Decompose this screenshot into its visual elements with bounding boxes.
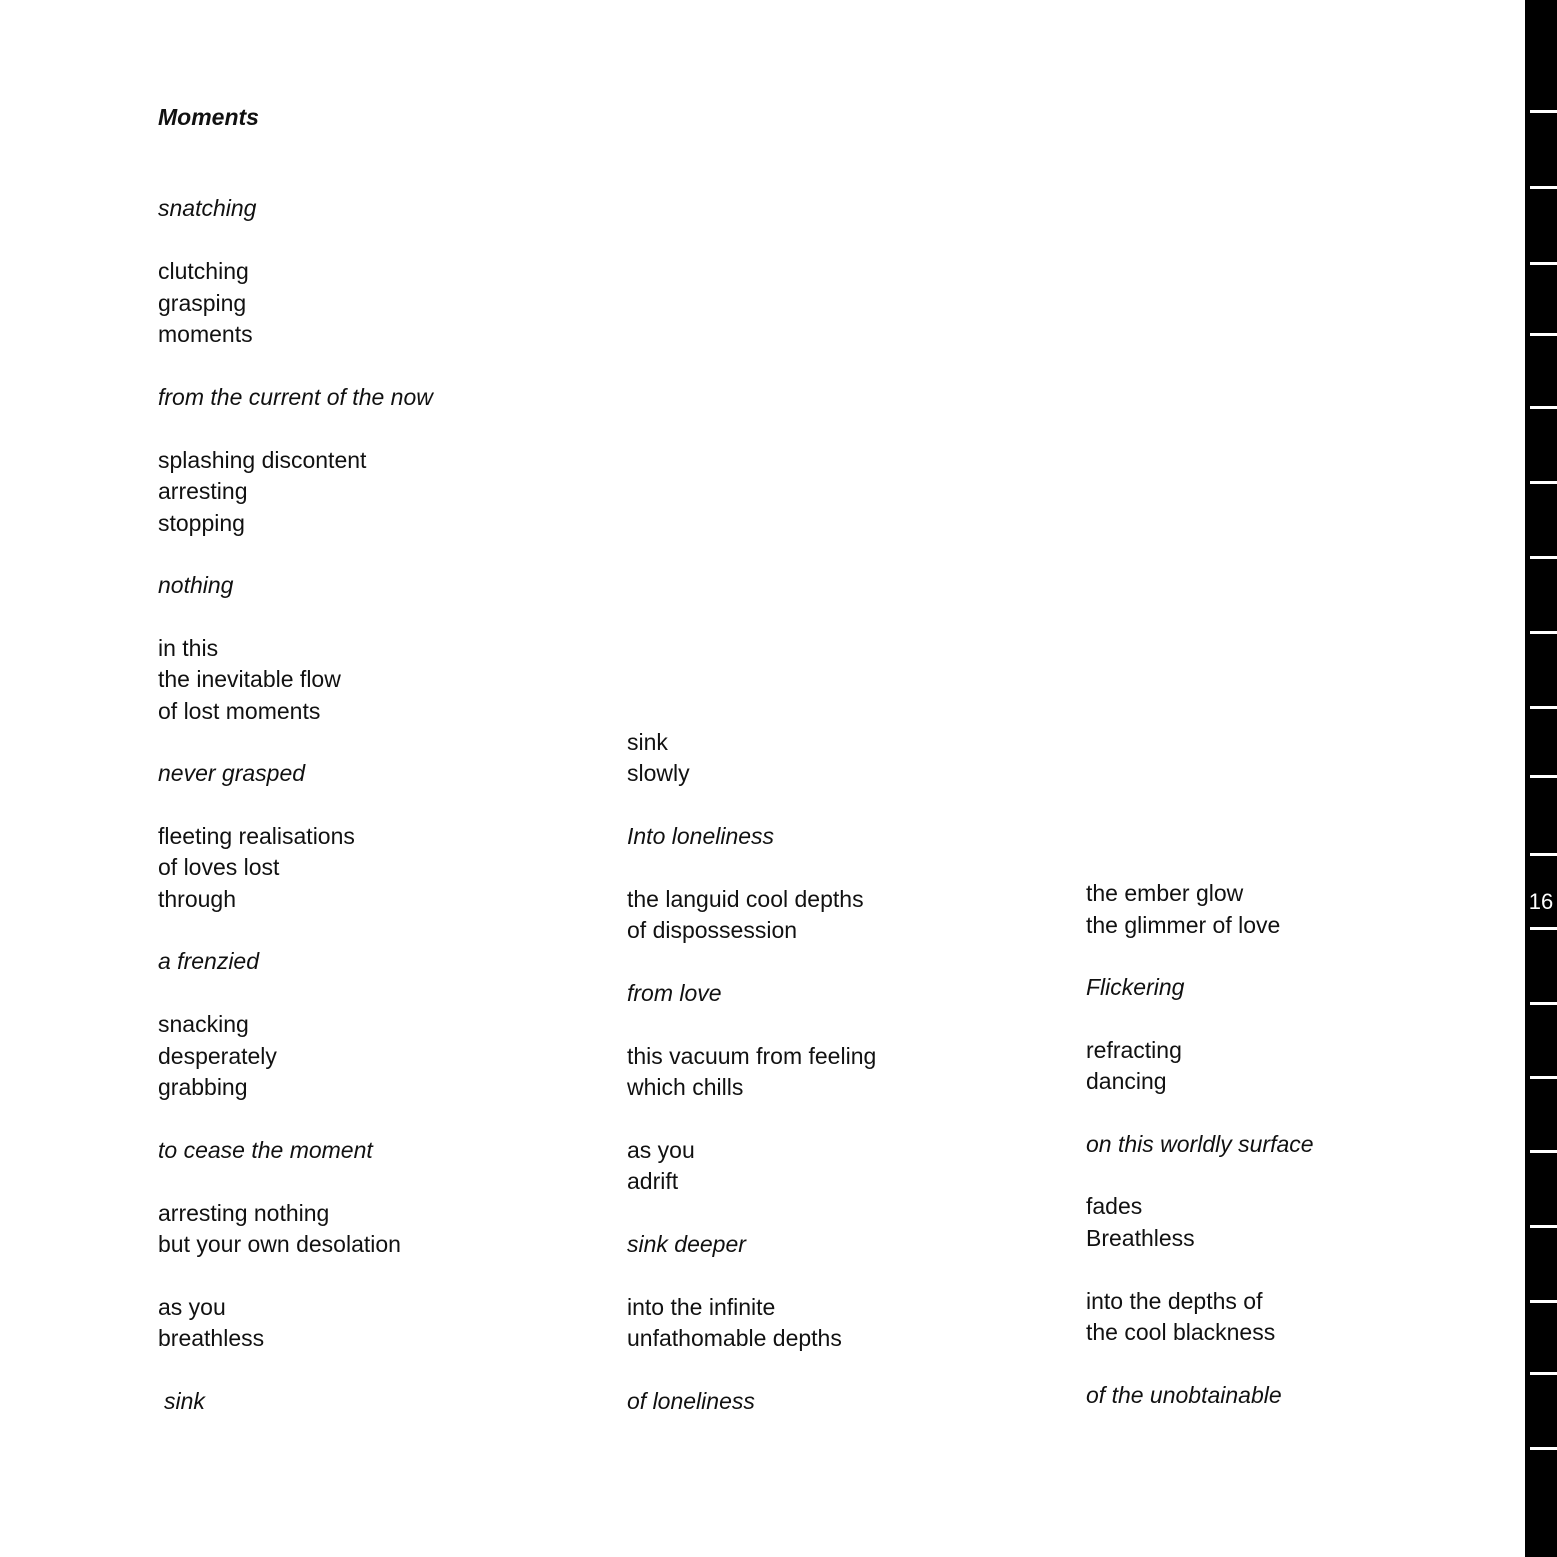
page-number: 16 [1528, 889, 1554, 914]
poem-title: Moments [158, 104, 259, 130]
sidebar-tick-mark [1530, 110, 1557, 113]
poem-line: fades [1086, 1193, 1143, 1219]
poem-line: grasping [158, 290, 247, 316]
poem-line: clutching [158, 258, 249, 284]
poem-line: through [158, 886, 237, 912]
sidebar-tick-mark [1530, 1447, 1557, 1450]
poem-line: sink [627, 729, 668, 755]
poem-line: sink deeper [627, 1231, 746, 1257]
poem-line: the ember glow [1086, 880, 1244, 906]
poem-line: slowly [627, 760, 690, 786]
poem-line: refracting [1086, 1037, 1182, 1063]
poem-line: but your own desolation [158, 1231, 401, 1257]
poem-line: as you [627, 1137, 695, 1163]
poem-line: arresting [158, 478, 248, 504]
poem-line: from love [627, 980, 722, 1006]
poem-line: dancing [1086, 1068, 1167, 1094]
sidebar-tick-mark [1530, 775, 1557, 778]
sidebar-tick-mark [1530, 631, 1557, 634]
sidebar-tick-mark [1530, 481, 1557, 484]
poem-line: arresting nothing [158, 1200, 330, 1226]
poem-line: the cool blackness [1086, 1319, 1276, 1345]
poem-line: moments [158, 321, 253, 347]
poem-line: of loves lost [158, 854, 280, 880]
poem-line: the languid cool depths [627, 886, 864, 912]
sidebar-tick-mark [1530, 927, 1557, 930]
poem-line: into the infinite [627, 1294, 776, 1320]
poem-line: to cease the moment [158, 1137, 373, 1163]
poem-line: of the unobtainable [1086, 1382, 1282, 1408]
poem-line: Breathless [1086, 1225, 1195, 1251]
poem-line: never grasped [158, 760, 306, 786]
poem-line: this vacuum from feeling [627, 1043, 877, 1069]
poem-line: on this worldly surface [1086, 1131, 1314, 1157]
poem-line: desperately [158, 1043, 277, 1069]
poem-line: adrift [627, 1168, 679, 1194]
poem-line: nothing [158, 572, 234, 598]
poem-line: into the depths of [1086, 1288, 1263, 1314]
sidebar-tick-mark [1530, 406, 1557, 409]
poem-line: snacking [158, 1011, 249, 1037]
poem-line: the inevitable flow [158, 666, 341, 692]
sidebar-tick-mark [1530, 1372, 1557, 1375]
poem-line: stopping [158, 510, 245, 536]
poem-line: breathless [158, 1325, 265, 1351]
poem-line: of lost moments [158, 698, 321, 724]
poem-line: as you [158, 1294, 226, 1320]
poem-line: from the current of the now [158, 384, 433, 410]
page-edge-sidebar [1525, 0, 1557, 1557]
poem-line: in this [158, 635, 219, 661]
sidebar-tick-mark [1530, 556, 1557, 559]
sidebar-tick-mark [1530, 186, 1557, 189]
poem-line: snatching [158, 195, 257, 221]
poem-line: Flickering [1086, 974, 1185, 1000]
poem-line: splashing discontent [158, 447, 367, 473]
poem-line: unfathomable depths [627, 1325, 842, 1351]
poem-line: fleeting realisations [158, 823, 355, 849]
poem-line: which chills [627, 1074, 744, 1100]
poem-line: Into loneliness [627, 823, 775, 849]
sidebar-tick-mark [1530, 1076, 1557, 1079]
sidebar-tick-mark [1530, 1150, 1557, 1153]
sidebar-tick-mark [1530, 853, 1557, 856]
poem-line: grabbing [158, 1074, 248, 1100]
poem-line: the glimmer of love [1086, 912, 1281, 938]
sidebar-tick-mark [1530, 1225, 1557, 1228]
poem-line: of dispossession [627, 917, 798, 943]
sidebar-tick-mark [1530, 262, 1557, 265]
sidebar-tick-mark [1530, 706, 1557, 709]
sidebar-tick-mark [1530, 333, 1557, 336]
poem-line: of loneliness [627, 1388, 755, 1414]
sidebar-tick-mark [1530, 1300, 1557, 1303]
poem-line: a frenzied [158, 948, 260, 974]
poem-line: sink [164, 1388, 205, 1414]
sidebar-tick-mark [1530, 1002, 1557, 1005]
